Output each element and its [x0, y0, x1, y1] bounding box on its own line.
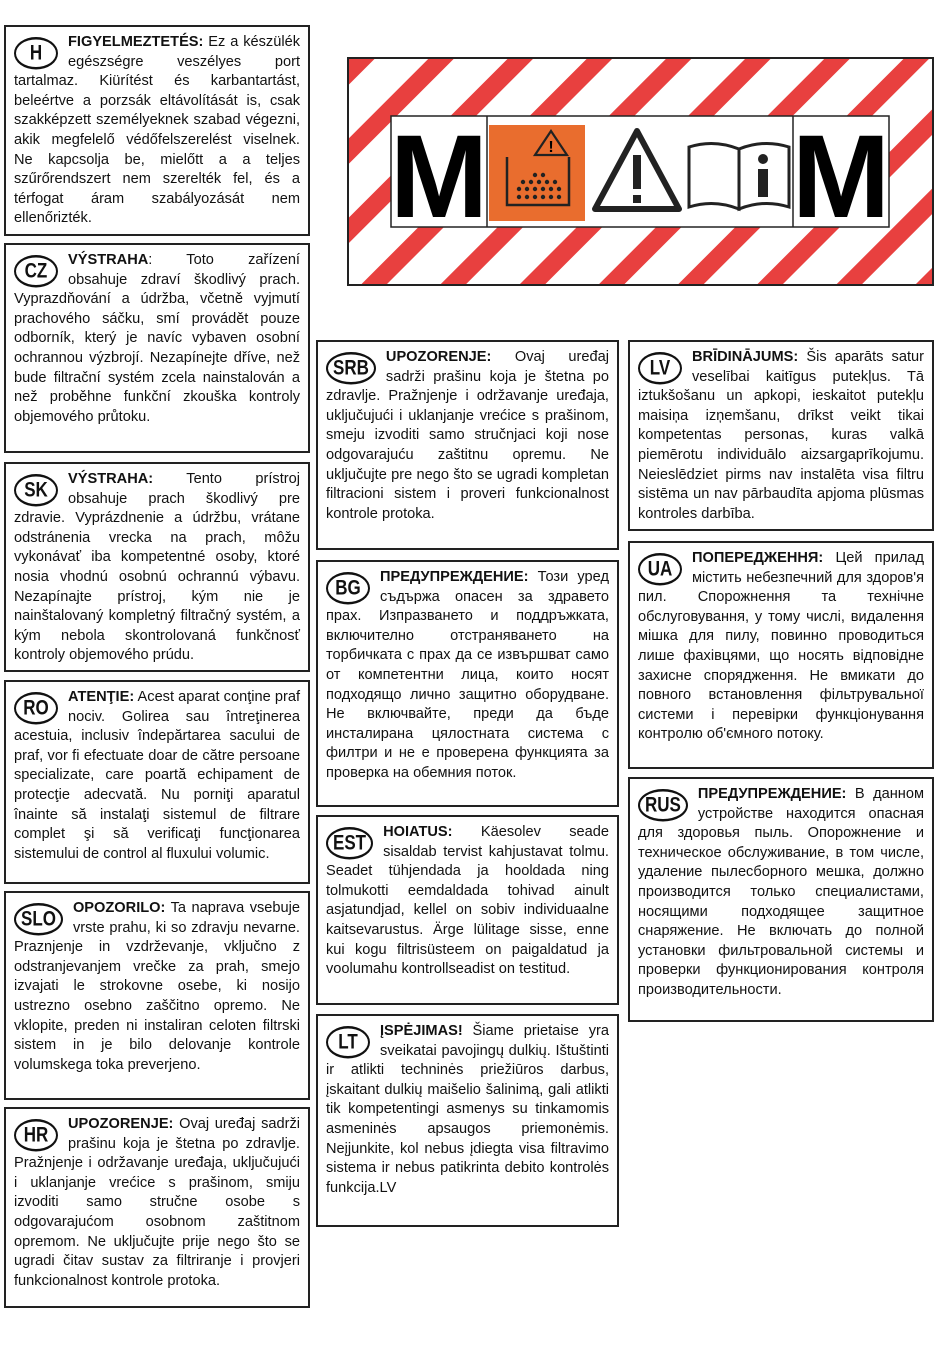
- warning-text: В данном устройстве находится опасная для здоровья пыль. Опорожнение и техническое обслуживание, в том числе, удаление пылесборного мешка, должно производится только специалистами, носящими подходящее защитное снаряжение. Не включать до полной установки фильтровальной системы и проверки функционирования контроля производительности.: [638, 786, 924, 998]
- hazard-stripes-sign-graphic: [349, 59, 932, 284]
- language-badge-sk: SK: [14, 474, 58, 507]
- warning-title: BRĪDINĀJUMS:: [692, 349, 799, 365]
- warning-text: Ovaj uređaj sadrži prašinu koja je štetna po zdravlje. Pražnjenje i održavanje uređaja, uključujući i uklanjanje vrećice s prašinom, smeju izvoditi samo stručnjaci koji nose odgovarajuću zaštitnu opremu. Ne uključujte pre nego što se ugradi kompletan filtracioni sistem i proveri funkcionalnost kontrole protoka.: [326, 349, 609, 522]
- language-badge-lv: LV: [638, 352, 682, 385]
- warning-title: ĮSPĖJIMAS!: [380, 1023, 463, 1039]
- warning-box-srb: [316, 340, 619, 550]
- warning-text: Ovaj uređaj sadrži prašinu koja je štetna po zdravlje. Pražnjenje i održavanje uređaja, uključujući i uklanjanje vrećice s prašinom, smiju izvoditi samo stručne osobe s odgovarajućom osobnom zaštitnom opremom. Ne uključujte prije nego što se ugradi čitav sustav za filtriranje i provjeri funkcionalnost kontrole protoka.: [14, 1116, 300, 1289]
- warning-title: HOIATUS:: [383, 824, 453, 840]
- dust-class-m-letter-left: M: [389, 111, 489, 243]
- language-badge-ro: RO: [14, 692, 58, 725]
- language-badge-srb: SRB: [326, 352, 376, 385]
- warning-title: ATENŢIE:: [68, 689, 135, 705]
- language-badge-slo: SLO: [14, 903, 63, 936]
- warning-box-cz: [4, 243, 310, 453]
- warning-title: ПРЕДУПРЕЖДЕНИЕ:: [380, 569, 529, 585]
- warning-text: Tento prístroj obsahuje prach škodlivý pre zdravie. Vyprázdnenie a údržbu, vrátane odstránenia vrecka na prach, môžu vykonávať iba kompetentné osoby, ktoré nosia vhodnú osobnú ochrannú výbavu. Nezapínajte prístroj, kým nie je nainštalovaný kompletný filtračný systém, a kým nebola skontrolovaná funkčnosť kontroly objemového prúdu.: [14, 471, 300, 664]
- warning-text: Šis aparāts satur veselībai kaitīgus putekļus. Tā iztukšošanu un apkopi, ieskaitot putekļu maisiņa izņemšanu, drīkst veikt tikai kompetentas personas, kuras valkā piemērotu individuālo aizsargaprīkojumu. Neieslēdziet pirms nav instalēta visa filtru sistēma un nav pārbaudīta apjoma plūsmas kontroles darbība.: [638, 349, 924, 522]
- warning-box-hu: [4, 25, 310, 236]
- warning-text: Този уред съдържа опасен за здравето прах. Изпразването и поддръжката, включително отстраняването на торбичката с прах да се извършват само от компетентни лица, които носят подходящо лично защитно оборудване. Не включвайте, преди да бъде инсталирана цялостната система с филтри и не е проверена функцията за проверка на обемния поток.: [326, 569, 609, 781]
- svg-text:!: !: [548, 139, 554, 156]
- warning-box-sk: [4, 462, 310, 672]
- warning-title: UPOZORENJE:: [385, 349, 492, 365]
- warning-text: Šiame prietaise yra sveikatai pavojingų dulkių. Ištuštinti ir atlikti techninės priežiūros darbus, įskaitant dulkių maišelio šalinimą, gali atlikti tik kompetentingi asmenys su tinkamomis asmeninės apsaugos priemonėmis. Neįjunkite, kol nebus įdiegta visa filtravimo sistema ir nebus patikrinta debito kontrolės funkcija.LV: [326, 1023, 609, 1196]
- warning-text: : Toto zařízení obsahuje zdraví škodlivý prach. Vyprazdňování a údržba, včetně vyjmutí prachového sáčku, smí provádět pouze odborník, který je navíc vybaven osobní ochrannou výzbrojí. Nezapínejte dříve, než bude filtrační systém zcela nainstalován a než proběhne funkční zkouška kontroly objemového průtoku.: [14, 252, 300, 425]
- warning-box-hr: [4, 1107, 310, 1308]
- language-badge-bg: BG: [326, 572, 370, 605]
- warning-box-ua: [628, 541, 934, 769]
- language-badge-rus: RUS: [638, 789, 688, 822]
- warning-title: ПРЕДУПРЕЖДЕНИЕ:: [697, 786, 847, 802]
- read-manual-info-icon: [689, 143, 789, 209]
- warning-title: VÝSTRAHA:: [68, 471, 154, 487]
- warning-box-rus: [628, 777, 934, 1022]
- dust-class-m-warning-sign: [347, 57, 934, 286]
- language-badge-hr: HR: [14, 1119, 58, 1152]
- warning-title: ПОПЕРЕДЖЕННЯ:: [692, 550, 824, 566]
- warning-box-ro: [4, 680, 310, 884]
- language-badge-cz: CZ: [14, 255, 58, 288]
- warning-text: Цей прилад містить небезпечний для здоров'я пил. Спорожнення та технічне обслуговування, у тому числі, видалення мішка для пилу, повинно проводиться лише фахівцями, що носять відповідне захисне спорядження. Не вмикати до повного встановлення фільтрувальної системи і перевірки функціонування контролю об'ємного потоку.: [638, 550, 924, 743]
- warning-box-slo: [4, 891, 310, 1100]
- warning-text: Acest aparat conţine praf nociv. Golirea sau întreţinerea acestuia, inclusiv îndepărtarea sacului de praf, vor fi efectuate doar de către persoane specializate, care poartă echipament de protecţie adecvată. Nu porniţi aparatul înainte să instalaţi sistemul de filtrare complet şi să verificaţi funcţionarea sistemului de control al fluxului volumic.: [14, 689, 300, 862]
- language-badge-est: EST: [326, 827, 373, 860]
- warning-text: Käesolev seade sisaldab tervist kahjustavat tolmu. Seadet tühjendada ja hooldada ning tolmukotti eemdaldada tohivad ainult asjatundjad, kellel on sobiv individuaalne kaitsevarustus. Ärge lülitage sisse, enne kui kogu filtrisüsteem on paigaldatud ja voolumahu kontrollseadist on testitud.: [326, 824, 609, 978]
- language-badge-lt: LT: [326, 1026, 370, 1059]
- dust-class-m-letter-right: M: [791, 111, 891, 243]
- warning-title: VÝSTRAHA: [68, 252, 149, 268]
- warning-title: FIGYELMEZTETÉS:: [68, 34, 204, 50]
- warning-title: UPOZORENJE:: [68, 1116, 174, 1132]
- warning-title: OPOZORILO:: [72, 900, 166, 916]
- warning-box-lv: [628, 340, 934, 531]
- dust-container-warning-icon: [489, 125, 585, 221]
- language-badge-hu: H: [14, 37, 58, 70]
- warning-text: Ez a készülék egészségre veszélyes port tartalmaz. Kiürítést és karbantartást, beleértve a porzsák eltávolítását is, csak szakképzett személyeknek szabad végezni, akik megfelelő védőfelszerelést viselnek. Ne kapcsolja be, mielőtt a a teljes szűrőrendszert nem szerelték fel, és a térfogat áram szabályozását nem ellenőrizték.: [14, 34, 300, 227]
- warning-box-est: [316, 815, 619, 1005]
- warning-text: Ta naprava vsebuje vrste prahu, ki so zdravju nevarne. Praznjenje in vzdrževanje, vključno z odstranjevanjem vrečke za prah, smejo izvajati le strokovne osebe, ki nosijo ustrezno osebno zaščitno opremo. Ne vklopite, preden ni instaliran celoten filtrski sistem in je bilo delovanje kontrole volumskega toka preverjeno.: [14, 900, 300, 1073]
- language-badge-ua: UA: [638, 553, 682, 586]
- warning-box-bg: [316, 560, 619, 807]
- warning-box-lt: [316, 1014, 619, 1227]
